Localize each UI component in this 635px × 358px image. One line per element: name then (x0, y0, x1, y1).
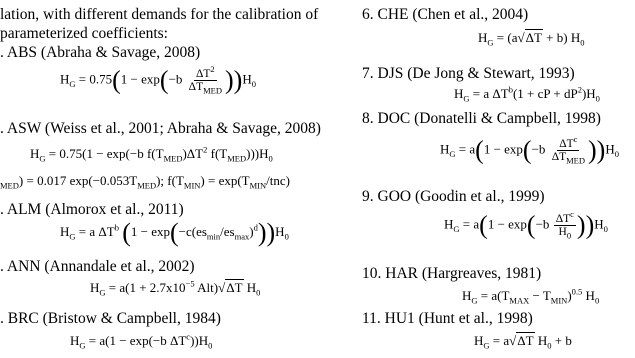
item-goo-label: 9. GOO (Goodin et al., 1999) (362, 188, 545, 205)
item-djs-label: 7. DJS (De Jong & Stewart, 1993) (362, 65, 575, 82)
equation-che: $H_G = (a√\Delta T + b)$ $H_0$ (478, 30, 585, 48)
equation-abs: $H_G = 0.75(1 - \exp(-b$ $\frac{\Delta T^2}{\Delta T_{MED}}$ ))$H_0$ (60, 64, 256, 96)
asw-f-exponent: 0.053 (100, 173, 130, 188)
equation-djs: $H_G = a$ $\Delta T^b(1$ + cP + $dP^2)H_0$ (454, 84, 600, 104)
asw-f-coefficient: 0.017 (37, 173, 67, 188)
equation-ann: $H_G = a(1 + 2.7x10^{-5}$ Alt)√ΔT $H_0$ (90, 278, 261, 298)
item-har-label: 10. HAR (Hargreaves, 1981) (362, 265, 542, 282)
item-che-label: 6. CHE (Chen et al., 2004) (362, 6, 529, 23)
equation-brc: $H_G = a(1 - \exp(-b$ $\Delta T^c))H_0$ (70, 331, 213, 351)
equation-doc: $H_G = a(1 - \exp(-b$ $\frac{\Delta T^c}{\Delta T_{MED}}$ ))$H_0$ (440, 134, 619, 166)
item-doc-label: 8. DOC (Donatelli & Campbell, 1998) (362, 110, 601, 127)
item-ann-label: . ANN (Annandale et al., 2002) (0, 258, 195, 275)
item-asw-label: . ASW (Weiss et al., 2001; Abraha & Savage, 2008) (0, 120, 321, 137)
item-hu1-label: 11. HU1 (Hunt et al., 1998) (362, 310, 533, 327)
equation-asw: $H_G = 0.75(1 - \exp(-b$ $f(T_{MED})\Delta T^2$ $f(T_{MED})))H_0$ (30, 144, 273, 164)
intro-line-2: parameterized coefficients: (0, 25, 168, 42)
asw-coefficient: 0.75 (59, 146, 83, 161)
item-alm-label: . ALM (Almorox et al., 2011) (0, 201, 184, 218)
abs-coefficient: 0.75 (89, 71, 113, 87)
equation-asw-f: $_{MED}$) = 0.017 $\exp(-0.053T_{MED})$; $f(T_{MIN}) = \exp(T_{MIN}/tnc)$ (0, 173, 290, 191)
equation-goo: $H_G = a(1 - \exp(-b$ $\frac{\Delta T^c}{H_0}$ ))$H_0$ (444, 209, 608, 241)
item-abs-label: . ABS (Abraha & Savage, 2008) (0, 44, 201, 61)
har-exponent: 0.5 (571, 286, 583, 297)
equation-hu1: $H_G = a√\Delta T$ $H_0 + b$ (474, 333, 572, 351)
intro-line-1: lation, with different demands for the calibration of (0, 6, 319, 23)
item-brc-label: . BRC (Bristow & Campbell, 1984) (0, 310, 221, 327)
ann-coefficient: 2.7x10 (149, 280, 186, 295)
equation-alm: $H_G = a$ $\Delta T^b$ $(1 - \exp(-c(es_{min}/es_{max})^d))H_0$ (60, 218, 289, 247)
equation-har: $H_G = a(T_{MAX} - T_{MIN})^{0.5}$ $H_0$ (462, 286, 600, 306)
